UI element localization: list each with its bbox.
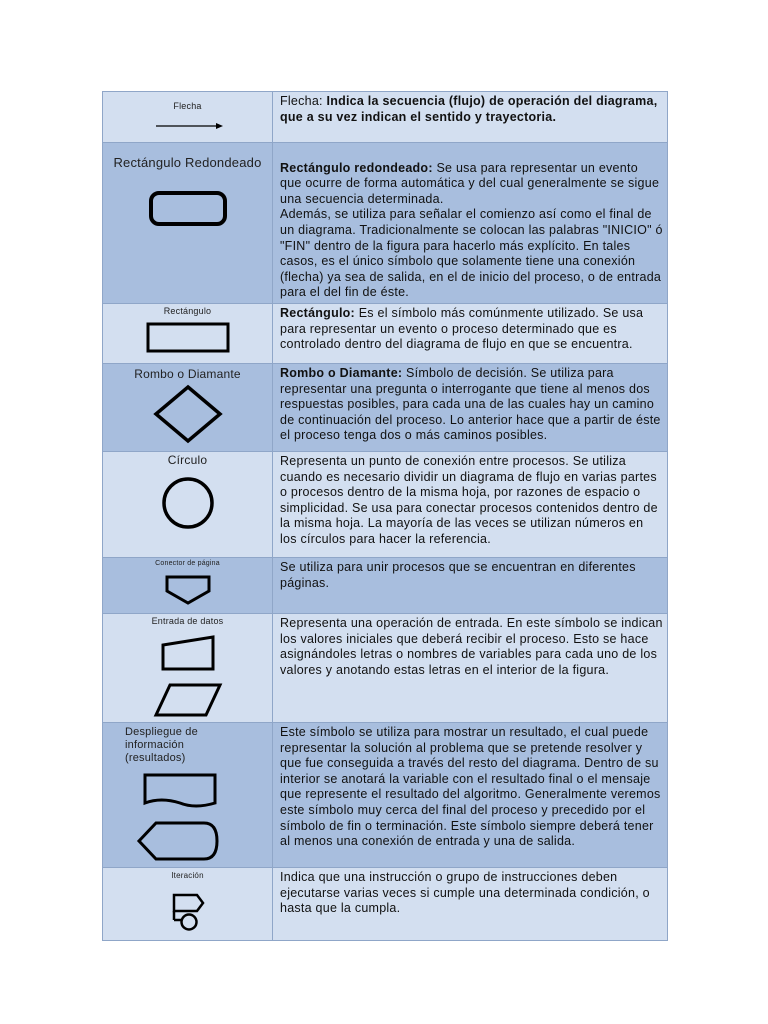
table-row	[103, 867, 668, 940]
description-bold: Rectángulo:	[280, 305, 355, 320]
symbol-label: Iteración	[171, 870, 204, 880]
symbol-cell	[103, 143, 273, 304]
symbol-cell	[103, 613, 273, 722]
description-text: Representa una operación de entrada. En este símbolo se indican los valores iniciales que deberá recibir el proceso. Esto se hace asignándoles letras o nombres de variables para cada uno de los valores y anotando estas letras en el interior de la figura.	[280, 615, 663, 677]
description-cell	[273, 451, 668, 557]
symbol-label: Círculo	[167, 452, 208, 467]
symbol-label: Entrada de datos	[151, 615, 224, 626]
data-input-icon	[138, 629, 238, 721]
description-bold: Rectángulo redondeado:	[280, 160, 433, 175]
description-text: Indica que una instrucción o grupo de instrucciones deben ejecutarse varias veces si cumple una determinada condición, o hasta que la cumpla.	[280, 869, 650, 916]
symbol-label: Despliegue de información (resultados)	[125, 725, 198, 764]
description-cell	[273, 613, 668, 722]
table-row	[103, 613, 668, 722]
symbol-label: Rectángulo Redondeado	[113, 155, 262, 170]
arrow-icon	[148, 119, 228, 133]
description-prefix: Flecha:	[280, 94, 327, 108]
symbol-label: Rectángulo	[163, 305, 212, 316]
symbol-cell	[103, 363, 273, 451]
description-text: Se utiliza para unir procesos que se encuentran en diferentes páginas.	[280, 559, 636, 590]
description-cell	[273, 92, 668, 143]
description-cell	[273, 867, 668, 940]
symbol-label: Conector de página	[155, 559, 220, 567]
table-row	[103, 143, 668, 304]
table-row	[103, 303, 668, 363]
symbol-cell	[103, 303, 273, 363]
description-bold: Indica la secuencia (flujo) de operación del diagrama, que a su vez indican el sentido y trayectoria.	[280, 94, 658, 124]
symbol-cell	[103, 92, 273, 143]
diamond-icon	[148, 382, 228, 444]
description-text: Este símbolo se utiliza para mostrar un resultado, el cual puede representar la solución al problema que se pretende resolver y que fue conseguida a través del resto del diagrama. Dentro de su interior se anotará la variable con el resultado final o el mensaje que represente el resultado del algoritmo. Generalmente veremos este símbolo muy cerca del final del proceso y precedido por el símbolo de fin o terminación. Este símbolo siempre deberá tener al menos una conexión de entrada y una de salida.	[280, 724, 661, 849]
symbol-label: Flecha	[173, 101, 202, 111]
description-text: Es el símbolo más comúnmente utilizado. Se usa para representar un evento o proceso determinado que es controlado dentro del diagrama de flujo en que se encuentra.	[280, 305, 644, 352]
description-cell	[273, 143, 668, 304]
symbol-cell	[103, 722, 273, 867]
symbol-cell	[103, 867, 273, 940]
iteration-icon	[153, 881, 223, 933]
description-text: Se usa para representar un evento que ocurre de forma automática y del cual generalmente se sigue una secuencia determinada. Además, se utiliza para señalar el comienzo así como el final de un diagrama. Tradicionalmente se colocan las palabras "INICIO" ó "FIN" dentro de la figura para hacerlo más explícito. En tales casos, es el único símbolo que solamente tiene una conexión (flecha) ya sea de salida, en el de inicio del proceso, o de entrada para el del fin de éste.	[280, 160, 663, 300]
symbol-cell	[103, 557, 273, 613]
flowchart-symbols-table	[102, 91, 668, 941]
display-output-icon	[131, 769, 241, 867]
description-text: Representa un punto de conexión entre procesos. Se utiliza cuando es necesario dividir un diagrama de flujo en varias partes o procesos dentro de la misma hoja, por razones de espacio o simplicidad. Se usa para conectar procesos contenidos dentro de la misma hoja. La mayoría de las veces se utilizan números en los círculos para hacer la referencia.	[280, 453, 658, 546]
rectangle-icon	[138, 319, 238, 359]
table-row	[103, 363, 668, 451]
table-row	[103, 722, 668, 867]
off-page-connector-icon	[153, 571, 223, 607]
table-row	[103, 92, 668, 143]
table-row	[103, 451, 668, 557]
circle-icon	[148, 473, 228, 533]
description-cell	[273, 722, 668, 867]
symbol-cell	[103, 451, 273, 557]
table-row	[103, 557, 668, 613]
description-cell	[273, 363, 668, 451]
symbol-label: Rombo o Diamante	[134, 366, 241, 381]
description-cell	[273, 557, 668, 613]
description-cell	[273, 303, 668, 363]
rounded-rectangle-icon	[138, 184, 238, 234]
description-text: Símbolo de decisión. Se utiliza para representar una pregunta o interrogante que tiene al menos dos respuestas posibles, para cada una de las cuales hay un camino de continuación del proceso. Lo anterior hace que a partir de éste el proceso tenga dos o más caminos posibles.	[280, 365, 661, 443]
description-bold: Rombo o Diamante:	[280, 365, 403, 380]
